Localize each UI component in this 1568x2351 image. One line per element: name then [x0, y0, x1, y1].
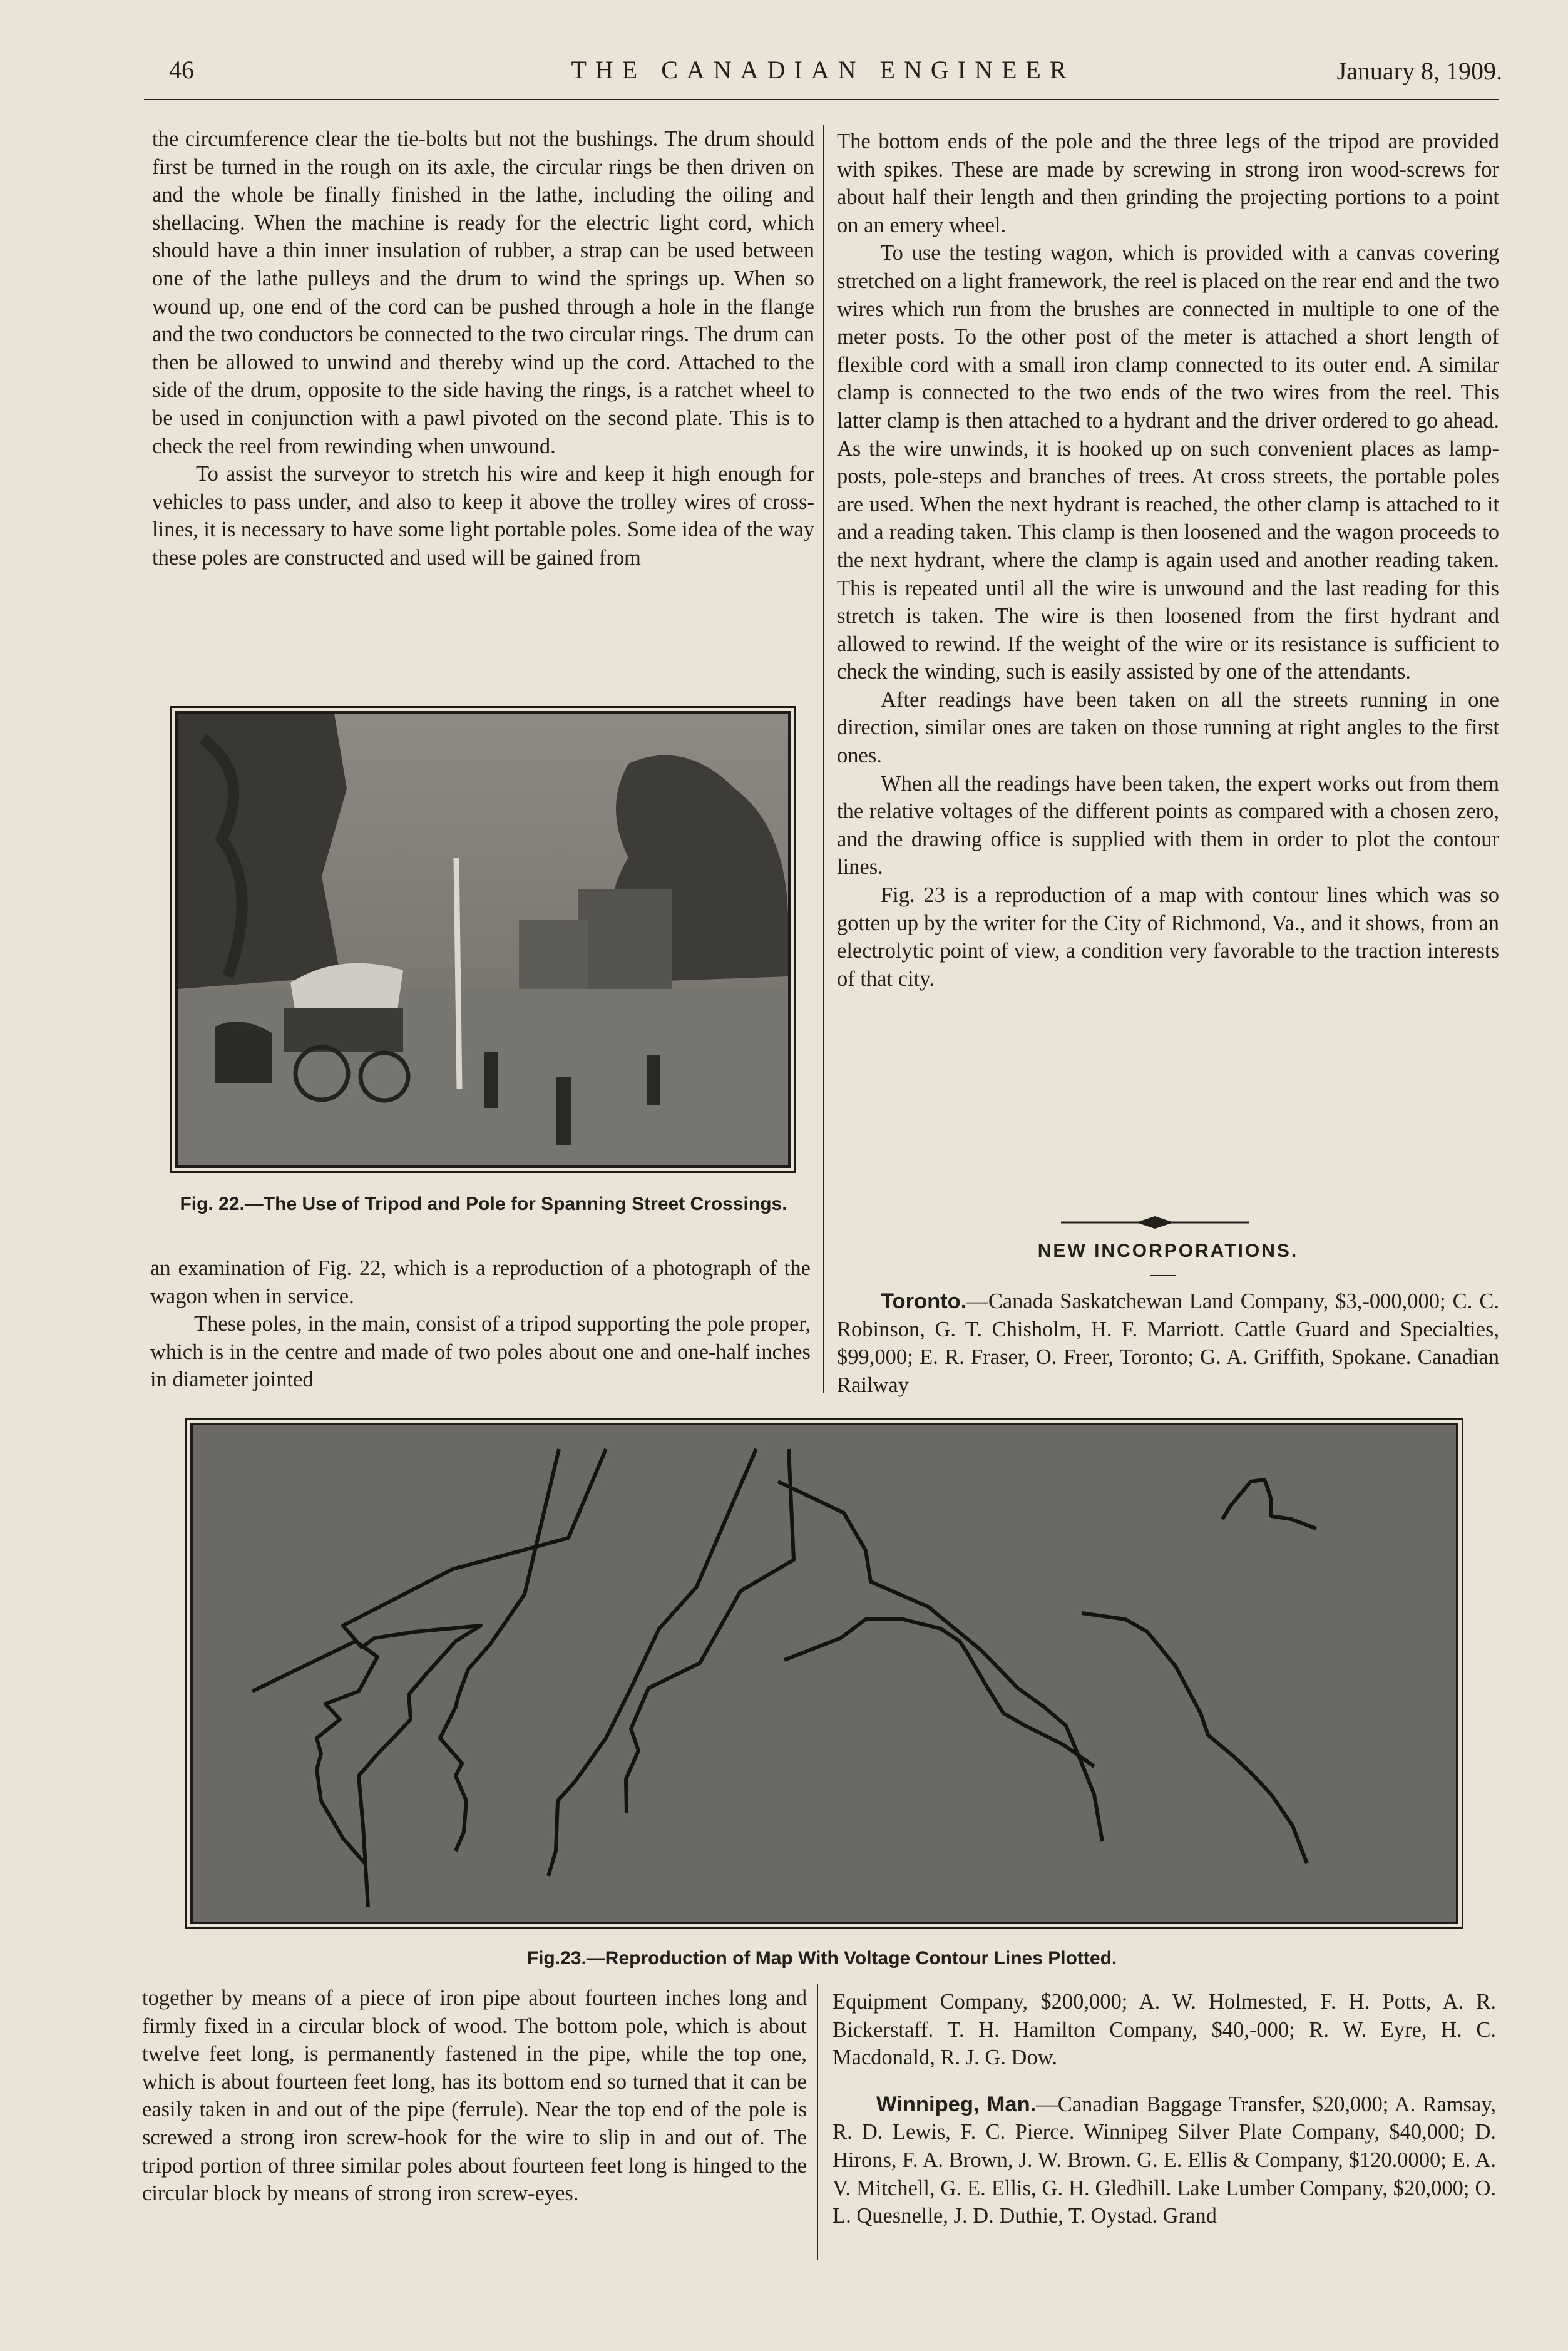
ornament-divider	[1061, 1213, 1249, 1232]
right-column-bottom	[833, 1988, 1496, 2230]
heading-underline	[1150, 1275, 1176, 1276]
paragraph: together by means of a piece of iron pipe about fourteen inches long and firmly fixed in a circular block of wood. The bottom pole, which is about twelve feet long, is permanently fastened in the pipe, while the top one, which is about fourteen feet long, has its bottom end so turned that it can be easily taken in and out of the pipe (ferrule). Near the top end of the pole is screwed a strong iron screw-hook for the wire to slip in and out of. The tripod portion of three similar poles about fourteen feet long is hinged to the circular block by means of strong iron screw-eyes.	[142, 1986, 807, 2206]
fig22-photograph	[175, 711, 791, 1168]
contour-map-image	[193, 1425, 1456, 1922]
journal-title: THE CANADIAN ENGINEER	[571, 56, 1075, 84]
winnipeg-text: —Canadian Baggage Transfer, $20,000; A. Ramsay, R. D. Lewis, F. C. Pierce. Winnipeg Silver Plate Company, $40,000; D. Hirons, F. A. Brown, J. W. Brown. G. E. Ellis & Company, $120.0000; E. A. V. Mitchell, G. E. Ellis, G. H. Gledhill. Lake Lumber Company, $20,000; O. L. Quesnelle, J. D. Duthie, T. Oystad. Grand	[833, 2092, 1496, 2228]
left-column-top	[152, 125, 814, 572]
header-rule	[144, 99, 1499, 101]
toronto-entry	[837, 1288, 1499, 1399]
column-divider	[823, 125, 824, 1393]
right-column-top	[837, 128, 1499, 993]
paragraph: To assist the surveyor to stretch his wire and keep it high enough for vehicles to pass under, and also to keep it above the trolley wires of cross-lines, it is necessary to have some light portable poles. Some idea of the way these poles are constructed and used will be gained from	[152, 462, 814, 570]
column-divider-lower	[817, 1984, 818, 2260]
left-column-middle	[150, 1254, 811, 1394]
new-incorporations-heading: NEW INCORPORATIONS.	[1037, 1241, 1299, 1261]
paragraph: When all the readings have been taken, the expert works out from them the relative voltages of the different points as compared with a chosen zero, and the drawing office is supplied with them in order to plot the contour lines.	[837, 771, 1499, 879]
paragraph: To use the testing wagon, which is provided with a canvas covering stretched on a light framework, the reel is placed on the rear end and the two wires which run from the brushes are connected in multiple to one of the meter posts. To the other post of the meter is attached a short length of flexible cord with a small iron clamp connected to its outer end. A similar clamp is connected to the two ends of the two wires from the reel. This latter clamp is then attached to a hydrant and the driver ordered to go ahead. As the wire unwinds, it is hooked up on such convenient places as lamp-posts, pole-steps and branches of trees. At cross streets, the portable poles are used. When the next hydrant is reached, the other clamp is attached to it and a reading taken. This clamp is then loosened and the wagon proceeds to the next hydrant, where the clamp is again used and another reading taken. This is repeated until all the wire is unwound and the last reading for this stretch is taken. The wire is then loosened from the first hydrant and allowed to rewind. If the weight of the wire or its resistance is sufficient to check the winding, such is easily assisted by one of the attendants.	[837, 241, 1499, 684]
toronto-city-label: Toronto.	[881, 1289, 967, 1313]
left-column-bottom	[142, 1984, 807, 2208]
paragraph: The bottom ends of the pole and the three legs of the tripod are provided with spikes. These are made by screwing in strong iron wood-screws for about half their length and then grinding the projecting portions to a point on an emery wheel.	[837, 130, 1499, 237]
paragraph: Fig. 23 is a reproduction of a map with contour lines which was so gotten up by the writer for the City of Richmond, Va., and it shows, from an electrolytic point of view, a condition very favorable to the traction interests of that city.	[837, 883, 1499, 991]
fig22-caption: Fig. 22.—The Use of Tripod and Pole for Spanning Street Crossings.	[180, 1194, 787, 1214]
toronto-continued: Equipment Company, $200,000; A. W. Holmested, F. H. Potts, A. R. Bickerstaff. T. H. Hamilton Company, $40,-000; R. W. Eyre, H. C. Macdonald, R. J. G. Dow.	[833, 1990, 1496, 2070]
page-number: 46	[169, 56, 194, 84]
fig23-contour-map	[190, 1423, 1458, 1924]
paragraph: After readings have been taken on all the streets running in one direction, similar ones are taken on those running at right angles to the first ones.	[837, 687, 1499, 768]
page-header	[144, 55, 1502, 93]
paragraph: the circumference clear the tie-bolts but not the bushings. The drum should first be turned in the rough on its axle, the circular rings be then driven on and the whole be finally finished in the lathe, including the oiling and shellacing. When the machine is ready for the electric light cord, which should have a thin inner insulation of rubber, a strap can be used between one of the lathe pulleys and the drum to wind the springs up. When so wound up, one end of the cord can be pushed through a hole in the flange and the two conductors be connected to the two circular rings. The drum can then be allowed to unwind and thereby wind up the cord. Attached to the side of the drum, opposite to the side having the rings, is a ratchet wheel to be used in conjunction with a pawl pivoted on the second plate. This is to check the reel from rewinding when unwound.	[152, 127, 814, 458]
issue-date: January 8, 1909.	[1336, 57, 1502, 85]
fig23-caption: Fig.23.—Reproduction of Map With Voltage Contour Lines Plotted.	[526, 1948, 1117, 1969]
winnipeg-city-label: Winnipeg, Man.	[876, 2092, 1037, 2116]
toronto-text: —Canada Saskatchewan Land Company, $3,-000,000; C. C. Robinson, G. T. Chisholm, H. F. Marriott. Cattle Guard and Specialties, $99,000; E. R. Fraser, O. Freer, Toronto; G. A. Griffith, Spokane. Canadian Railway	[837, 1289, 1499, 1397]
paragraph: an examination of Fig. 22, which is a reproduction of a photograph of the wagon when in service.	[150, 1256, 811, 1308]
paragraph: These poles, in the main, consist of a tripod supporting the pole proper, which is in the centre and made of two poles about one and one-half inches in diameter jointed	[150, 1312, 811, 1392]
street-scene-image	[178, 714, 788, 1165]
